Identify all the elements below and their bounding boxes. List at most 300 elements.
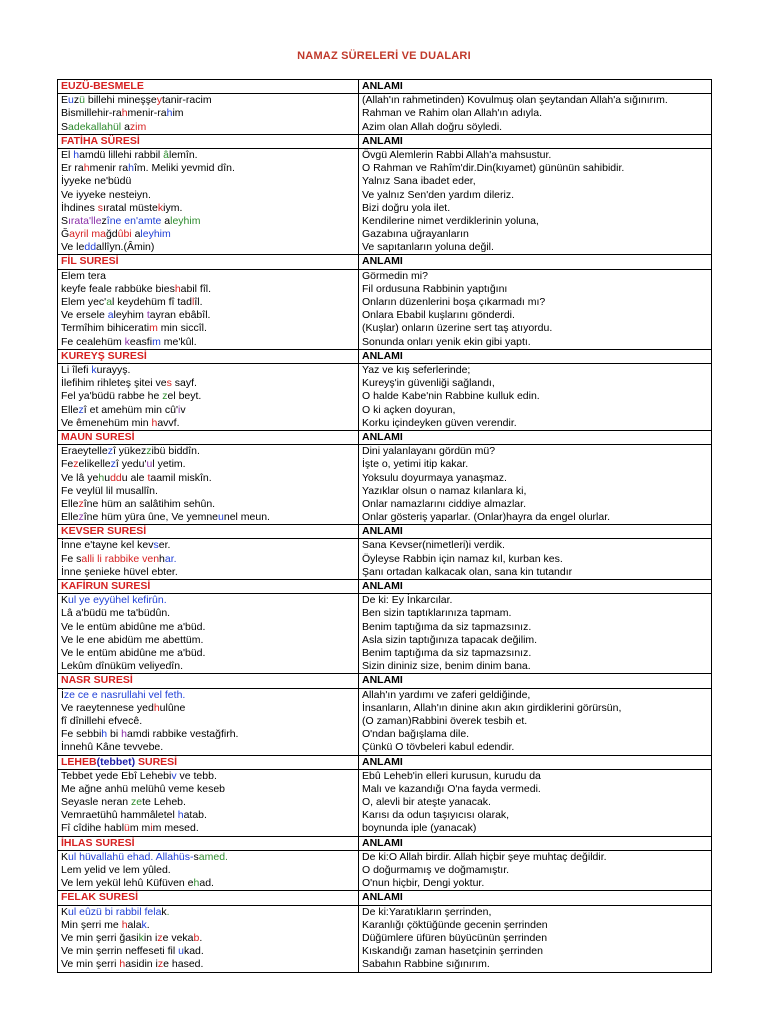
section-body-row bbox=[58, 594, 712, 674]
text-segment: u bbox=[178, 945, 184, 958]
text-segment: urayyş. bbox=[96, 364, 131, 376]
text-segment: u ale bbox=[121, 471, 148, 484]
meaning-cell bbox=[359, 94, 712, 135]
text-segment: Fe veylül lil musallîn. bbox=[61, 484, 158, 497]
meaning-cell bbox=[359, 148, 712, 255]
transliteration-line bbox=[61, 162, 355, 175]
transliteration-line bbox=[61, 741, 355, 754]
text-segment: z bbox=[78, 403, 84, 416]
text-segment: h bbox=[121, 728, 127, 741]
meaning-line: Dini yalanlayanı gördün mü? bbox=[362, 445, 496, 458]
meaning-line: Allah'ın yardımı ve zaferi geldiğinde, bbox=[362, 688, 531, 701]
text-segment: k bbox=[161, 905, 167, 918]
transliteration-line bbox=[61, 660, 355, 673]
text-segment: keyfe feale rabbüke bies bbox=[61, 282, 175, 295]
meaning-line: (Allah'ın rahmetinden) Kovulmuş olan şeytandan Allah'a sığınırım. bbox=[362, 94, 668, 107]
text-segment: Fe cealehüm bbox=[61, 335, 125, 348]
text-segment: iym. bbox=[163, 201, 183, 214]
text-segment: abil fîl. bbox=[180, 282, 212, 295]
meaning-line: Karısı da odun taşıyıcısı olarak, bbox=[362, 809, 510, 822]
text-segment: easfi bbox=[129, 335, 153, 348]
text-segment: İnne şenieke hüvel ebter. bbox=[61, 565, 178, 578]
text-segment: k bbox=[124, 335, 130, 348]
meaning-line: Onlara Ebabil kuşlarını gönderdi. bbox=[362, 309, 515, 322]
text-segment: u bbox=[68, 94, 74, 107]
page-title: NAMAZ SÜRELERİ VE DUALARI bbox=[297, 50, 471, 62]
section-body-row bbox=[58, 364, 712, 431]
meaning-line: O'nun hiçbir, Dengi yoktur. bbox=[362, 877, 485, 890]
text-segment: Min şerri me bbox=[61, 918, 122, 931]
meaning-header: ANLAMI bbox=[359, 255, 712, 269]
text-segment: îne hüm yüra ûne, Ve yemne bbox=[83, 511, 219, 524]
text-segment: h bbox=[153, 701, 160, 714]
text-segment: i bbox=[177, 403, 181, 416]
text-segment: Ve raeytennese yed bbox=[61, 701, 154, 714]
surah-name-part: KEVSER SURESİ bbox=[61, 525, 147, 538]
text-segment: K bbox=[61, 850, 69, 863]
meaning-header: ANLAMI bbox=[359, 580, 712, 594]
transliteration-line bbox=[61, 241, 355, 254]
text-segment: m bbox=[149, 322, 158, 335]
surah-table bbox=[57, 79, 712, 973]
meaning-line: (O zaman)Rabbini överek tesbih et. bbox=[362, 714, 528, 727]
meaning-line: De ki:O Allah birdir. Allah hiçbir şeye muhtaç değildir. bbox=[362, 850, 607, 863]
surah-name-part: KUREYŞ SURESİ bbox=[61, 349, 147, 362]
transliteration-line bbox=[61, 689, 355, 702]
transliteration-line bbox=[61, 796, 355, 809]
meaning-line: Sonunda onları yenik ekin gibi yaptı. bbox=[362, 335, 531, 348]
transliteration-line bbox=[61, 783, 355, 796]
surah-name-part: FELAK SURESİ bbox=[61, 891, 139, 904]
text-segment: ibü biddîn. bbox=[151, 445, 200, 458]
transliteration-line bbox=[61, 485, 355, 498]
section-header-row bbox=[58, 836, 712, 850]
surah-name bbox=[58, 80, 359, 94]
text-segment: s bbox=[153, 539, 159, 552]
text-segment: sayf. bbox=[171, 377, 197, 390]
meaning-cell bbox=[359, 769, 712, 836]
meaning-line: De ki:Yaratıkların şerrinden, bbox=[362, 905, 492, 918]
transliteration-line bbox=[61, 121, 355, 134]
text-segment: ğd bbox=[105, 228, 118, 241]
transliteration-line bbox=[61, 94, 355, 107]
text-segment: Fe bbox=[61, 458, 74, 471]
text-segment: İyyeke ne'büdü bbox=[61, 175, 132, 188]
transliteration-cell bbox=[58, 269, 359, 349]
transliteration-line bbox=[61, 702, 355, 715]
text-segment: t bbox=[146, 309, 150, 322]
surah-name bbox=[58, 755, 359, 769]
meaning-line: Benim taptığıma da siz tapmazsınız. bbox=[362, 620, 532, 633]
text-segment: dd bbox=[110, 471, 122, 484]
text-segment: Ğ bbox=[61, 228, 70, 241]
text-segment: zim bbox=[129, 120, 147, 133]
section-body-row bbox=[58, 445, 712, 525]
meaning-line: Bizi doğru yola ilet. bbox=[362, 201, 451, 214]
meaning-line: boynunda iple (yanacak) bbox=[362, 822, 477, 835]
text-segment: fî dînillehi efvecê. bbox=[61, 714, 143, 727]
surah-name bbox=[58, 674, 359, 688]
text-segment: e hased. bbox=[163, 958, 204, 971]
meaning-line: Korku içindeyken güven verendir. bbox=[362, 416, 517, 429]
text-segment: adekallahül bbox=[68, 120, 125, 133]
surah-name bbox=[58, 836, 359, 850]
text-segment: ar. bbox=[164, 552, 177, 565]
text-segment: amed. bbox=[198, 850, 228, 863]
section-body-row bbox=[58, 688, 712, 755]
transliteration-line bbox=[61, 364, 355, 377]
meaning-header: ANLAMI bbox=[359, 430, 712, 444]
transliteration-line bbox=[61, 566, 355, 579]
text-segment: allîyn.(Âmin) bbox=[96, 241, 155, 254]
text-segment: ûbi bbox=[117, 228, 135, 241]
text-segment: in i bbox=[143, 931, 158, 944]
text-segment: Ve le ene abidüm me abettüm. bbox=[61, 633, 204, 646]
transliteration-cell bbox=[58, 769, 359, 836]
transliteration-line bbox=[61, 175, 355, 188]
meaning-line: Düğümlere üfüren büyücünün şerrinden bbox=[362, 931, 548, 944]
transliteration-line bbox=[61, 390, 355, 403]
transliteration-cell bbox=[58, 94, 359, 135]
text-segment: h bbox=[121, 107, 128, 120]
text-segment: leyhim bbox=[113, 309, 147, 322]
text-segment: z bbox=[110, 458, 116, 471]
section-header-row bbox=[58, 674, 712, 688]
meaning-line: Övgü Alemlerin Rabbi Allah'a mahsustur. bbox=[362, 148, 552, 161]
transliteration-line bbox=[61, 377, 355, 390]
text-segment: Fe s bbox=[61, 552, 82, 565]
meaning-header: ANLAMI bbox=[359, 755, 712, 769]
text-segment: nel meun. bbox=[223, 511, 270, 524]
text-segment: z bbox=[162, 390, 168, 403]
text-segment: avvf. bbox=[157, 416, 180, 429]
text-segment: h bbox=[128, 162, 134, 175]
text-segment: l bbox=[192, 296, 195, 309]
text-segment: k bbox=[91, 364, 97, 376]
meaning-line: Görmedin mi? bbox=[362, 269, 428, 282]
text-segment: s bbox=[193, 850, 199, 863]
surah-name-part: KAFİRUN SURESİ bbox=[61, 580, 151, 593]
text-segment: u bbox=[218, 511, 224, 524]
transliteration-line bbox=[61, 189, 355, 202]
meaning-line: Gazabına uğrayanların bbox=[362, 228, 469, 241]
text-segment: E bbox=[61, 94, 69, 107]
text-segment: İnnehû Kâne tevvebe. bbox=[61, 741, 164, 754]
text-segment: h bbox=[174, 282, 181, 295]
section-body-row bbox=[58, 94, 712, 135]
transliteration-line bbox=[61, 728, 355, 741]
text-segment: leyhim bbox=[170, 214, 201, 227]
text-segment: K bbox=[61, 594, 69, 607]
meaning-line: Ebû Leheb'in elleri kurusun, kurudu da bbox=[362, 769, 541, 782]
meaning-line: Onların düzenlerini boşa çıkarmadı mı? bbox=[362, 296, 546, 309]
text-segment: l yetim. bbox=[152, 458, 186, 471]
text-segment: â bbox=[163, 148, 169, 161]
text-segment: İhdines bbox=[61, 201, 98, 214]
transliteration-line bbox=[61, 822, 355, 835]
text-segment: Fî cîdihe habl bbox=[61, 822, 125, 835]
section-header-row bbox=[58, 80, 712, 94]
text-segment: Ve le entüm abidûne me a'büd. bbox=[61, 620, 206, 633]
transliteration-line bbox=[61, 511, 355, 524]
text-segment: ü bbox=[79, 94, 85, 107]
surah-name-part: FİL SURESİ bbox=[61, 255, 119, 268]
text-segment: m mesed. bbox=[152, 822, 199, 835]
transliteration-line bbox=[61, 932, 355, 945]
transliteration-line bbox=[61, 770, 355, 783]
transliteration-line bbox=[61, 877, 355, 890]
meaning-line: İnsanların, Allah'ın dinine akın akın girdiklerini görürsün, bbox=[362, 701, 622, 714]
transliteration-line bbox=[61, 647, 355, 660]
section-header-row bbox=[58, 255, 712, 269]
meaning-line: Karanlığı çöktüğünde gecenin şerrinden bbox=[362, 918, 548, 931]
section-header-row bbox=[58, 349, 712, 363]
meaning-line: Şanı ortadan kalkacak olan, sana kin tutandır bbox=[362, 565, 573, 578]
text-segment: . bbox=[146, 918, 150, 931]
section-header-row bbox=[58, 430, 712, 444]
text-segment: Ve iyyeke nesteiyn. bbox=[61, 188, 151, 201]
section-body-row bbox=[58, 769, 712, 836]
text-segment: t bbox=[147, 471, 151, 484]
meaning-line: O, alevli bir ateşte yanacak. bbox=[362, 796, 491, 809]
surah-name bbox=[58, 349, 359, 363]
meaning-cell bbox=[359, 269, 712, 349]
meaning-line: Benim taptığıma da siz tapmazsınız. bbox=[362, 646, 532, 659]
text-segment: Ve min şerrin neffeseti fil bbox=[61, 945, 179, 958]
transliteration-line bbox=[61, 296, 355, 309]
text-segment: m m bbox=[129, 822, 151, 835]
text-segment: h bbox=[101, 728, 108, 741]
text-segment: z bbox=[157, 931, 163, 944]
text-segment: ze bbox=[131, 796, 143, 809]
meaning-header: ANLAMI bbox=[359, 525, 712, 539]
section-header-row bbox=[58, 580, 712, 594]
transliteration-line bbox=[61, 309, 355, 322]
text-segment: m bbox=[152, 335, 161, 348]
surah-name bbox=[58, 255, 359, 269]
meaning-line: De ki: Ey İnkarcılar. bbox=[362, 594, 453, 607]
transliteration-line bbox=[61, 107, 355, 120]
transliteration-line bbox=[61, 498, 355, 511]
text-segment: z bbox=[78, 497, 84, 510]
text-segment: Lem yelid ve lem yûled. bbox=[61, 864, 171, 877]
text-segment: î yükez bbox=[112, 445, 147, 458]
transliteration-line bbox=[61, 607, 355, 620]
transliteration-line bbox=[61, 472, 355, 485]
text-segment: ul hüvallahü ehad. Allahüs- bbox=[68, 850, 194, 863]
meaning-line: Öyleyse Rabbin için namaz kıl, kurban kes. bbox=[362, 552, 563, 565]
text-segment: me'kûl. bbox=[160, 335, 197, 348]
text-segment: k bbox=[138, 931, 144, 944]
text-segment: min siccîl. bbox=[157, 322, 207, 335]
transliteration-line bbox=[61, 906, 355, 919]
text-segment: î yedu' bbox=[115, 458, 147, 471]
transliteration-line bbox=[61, 283, 355, 296]
text-segment: v bbox=[180, 403, 186, 416]
text-segment: Ve le entüm abidûne me a'büd. bbox=[61, 646, 206, 659]
text-segment: h bbox=[159, 552, 165, 565]
text-segment: Li îlefi bbox=[61, 364, 92, 376]
text-segment: asidin i bbox=[125, 958, 158, 971]
text-segment: Ve min şerri bbox=[61, 958, 120, 971]
text-segment: ulûne bbox=[159, 701, 186, 714]
text-segment: Termîhim bihicerati bbox=[61, 322, 150, 335]
text-segment: Er ra bbox=[61, 162, 84, 175]
text-segment: a bbox=[107, 309, 114, 322]
text-segment: Elle bbox=[61, 497, 79, 510]
meaning-line: Ve sapıtanların yoluna değil. bbox=[362, 241, 494, 254]
text-segment: a bbox=[164, 214, 171, 227]
meaning-cell bbox=[359, 594, 712, 674]
text-segment: atab. bbox=[183, 809, 207, 822]
text-segment: el beyt. bbox=[167, 390, 202, 403]
transliteration-line bbox=[61, 445, 355, 458]
text-segment: Ve min şerri ğasi bbox=[61, 931, 139, 944]
surah-name-part: EUZÜ-BESMELE bbox=[61, 80, 144, 92]
text-segment: leyhim bbox=[140, 228, 171, 241]
transliteration-line bbox=[61, 919, 355, 932]
text-segment: k bbox=[157, 201, 164, 214]
text-segment: h bbox=[83, 162, 90, 175]
text-segment: z bbox=[73, 458, 79, 471]
transliteration-cell bbox=[58, 905, 359, 972]
text-segment: ul ye eyyühel kefirûn. bbox=[68, 594, 167, 607]
text-segment: h bbox=[193, 877, 200, 890]
transliteration-line bbox=[61, 458, 355, 471]
text-segment: El bbox=[61, 148, 74, 161]
text-segment: bi bbox=[107, 728, 122, 741]
meaning-cell bbox=[359, 850, 712, 891]
meaning-line: Sabahın Rabbine sığınırım. bbox=[362, 958, 490, 971]
text-segment: îl. bbox=[194, 296, 203, 309]
text-segment: billehi mineşşe bbox=[84, 94, 157, 107]
section-body-row bbox=[58, 269, 712, 349]
meaning-line: Onlar gösteriş yaparlar. (Onlar)hayra da engel olurlar. bbox=[362, 511, 611, 524]
meaning-cell bbox=[359, 539, 712, 580]
text-segment: v bbox=[171, 769, 177, 782]
text-segment: ıratal müste bbox=[103, 201, 158, 214]
text-segment: h bbox=[98, 471, 105, 484]
text-segment: Lâ a'büdü me ta'büdûn. bbox=[61, 607, 171, 620]
transliteration-cell bbox=[58, 688, 359, 755]
meaning-line: O Rahman ve Rahîm'dir.Din(kıyamet) gününün sahibidir. bbox=[362, 162, 625, 175]
transliteration-line bbox=[61, 553, 355, 566]
text-segment: Ve êmenehüm min bbox=[61, 416, 152, 429]
section-header-row bbox=[58, 525, 712, 539]
transliteration-cell bbox=[58, 445, 359, 525]
text-segment: tanir-racim bbox=[162, 94, 212, 107]
text-segment: l keydehüm fî tad bbox=[112, 296, 192, 309]
meaning-line: Rahman ve Rahim olan Allah'ın adıyla. bbox=[362, 107, 543, 120]
meaning-cell bbox=[359, 445, 712, 525]
meaning-line: Ben sizin taptıklarınıza tapmam. bbox=[362, 607, 512, 620]
text-segment: b bbox=[193, 931, 200, 944]
text-segment: e veka bbox=[162, 931, 194, 944]
surah-name-part: NASR SURESİ bbox=[61, 674, 133, 687]
text-segment: dd bbox=[84, 241, 97, 254]
text-segment: îne hüm an salâtihim sehûn. bbox=[83, 497, 216, 510]
text-segment: ze ce e nasrullahi vel feth. bbox=[63, 688, 186, 701]
meaning-line: O halde Kabe'nin Rabbine kulluk edin. bbox=[362, 390, 540, 403]
transliteration-line bbox=[61, 215, 355, 228]
text-segment: h bbox=[121, 918, 128, 931]
text-segment: Seyasle neran bbox=[61, 796, 132, 809]
text-segment: z bbox=[101, 214, 107, 227]
text-segment: î et amehüm min cû' bbox=[83, 403, 178, 416]
surah-name bbox=[58, 430, 359, 444]
text-segment: ırata'lle bbox=[68, 214, 102, 227]
text-segment: Elle bbox=[61, 511, 79, 524]
meaning-cell bbox=[359, 688, 712, 755]
text-segment: Tebbet yede Ebî Lehebi bbox=[61, 769, 172, 782]
text-segment: K bbox=[61, 905, 69, 918]
surah-name-part: (tebbet) bbox=[96, 755, 136, 768]
meaning-cell bbox=[359, 905, 712, 972]
text-segment: te Leheb. bbox=[142, 796, 186, 809]
meaning-line: Ve yalnız Sen'den yardım dileriz. bbox=[362, 188, 514, 201]
meaning-header: ANLAMI bbox=[359, 836, 712, 850]
meaning-line: Yaz ve kış seferlerinde; bbox=[362, 364, 471, 376]
transliteration-line bbox=[61, 270, 355, 283]
text-segment: Fe sebbi bbox=[61, 728, 102, 741]
surah-name bbox=[58, 891, 359, 905]
text-segment: h bbox=[151, 416, 158, 429]
text-segment: îm. Meliki yevmid dîn. bbox=[133, 162, 235, 175]
text-segment: kad. bbox=[183, 945, 204, 958]
text-segment: Ve ersele bbox=[61, 309, 108, 322]
meaning-line: Çünkü O tövbeleri kabul edendir. bbox=[362, 741, 515, 754]
transliteration-line bbox=[61, 715, 355, 728]
text-segment: a bbox=[106, 296, 113, 309]
section-body-row bbox=[58, 850, 712, 891]
transliteration-line bbox=[61, 228, 355, 241]
text-segment: h bbox=[177, 809, 184, 822]
text-segment: ul eûzü bi rabbil fela bbox=[68, 905, 162, 918]
transliteration-line bbox=[61, 634, 355, 647]
surah-name-part: FATİHA SÜRESİ bbox=[61, 134, 140, 147]
text-segment: h bbox=[73, 148, 80, 161]
text-segment: ve tebb. bbox=[176, 769, 217, 782]
text-segment: Elem yec' bbox=[61, 296, 107, 309]
transliteration-line bbox=[61, 202, 355, 215]
surah-name bbox=[58, 580, 359, 594]
surah-name bbox=[58, 134, 359, 148]
text-segment: er. bbox=[158, 539, 171, 552]
text-segment: îne en'amte bbox=[106, 214, 165, 227]
transliteration-line bbox=[61, 539, 355, 552]
section-body-row bbox=[58, 148, 712, 255]
meaning-line: Yoksulu doyurmaya yanaşmaz. bbox=[362, 471, 507, 484]
transliteration-line bbox=[61, 945, 355, 958]
transliteration-line bbox=[61, 417, 355, 430]
transliteration-line bbox=[61, 322, 355, 335]
text-segment: Fel ya'büdü rabbe he bbox=[61, 390, 163, 403]
text-segment: y bbox=[156, 94, 162, 107]
meaning-header: ANLAMI bbox=[359, 80, 712, 94]
transliteration-line bbox=[61, 336, 355, 349]
text-segment: ayril ma bbox=[69, 228, 106, 241]
text-segment: a bbox=[124, 120, 130, 133]
text-segment: Eraeytelle bbox=[61, 445, 108, 458]
meaning-cell bbox=[359, 364, 712, 431]
text-segment: ad. bbox=[199, 877, 214, 890]
text-segment: u bbox=[146, 458, 153, 471]
text-segment: z bbox=[107, 445, 113, 458]
text-segment: İlefihim rihleteş şitei ve bbox=[61, 377, 167, 390]
text-segment: S bbox=[61, 120, 69, 133]
text-segment: z bbox=[157, 958, 164, 971]
text-segment: z bbox=[78, 511, 84, 524]
